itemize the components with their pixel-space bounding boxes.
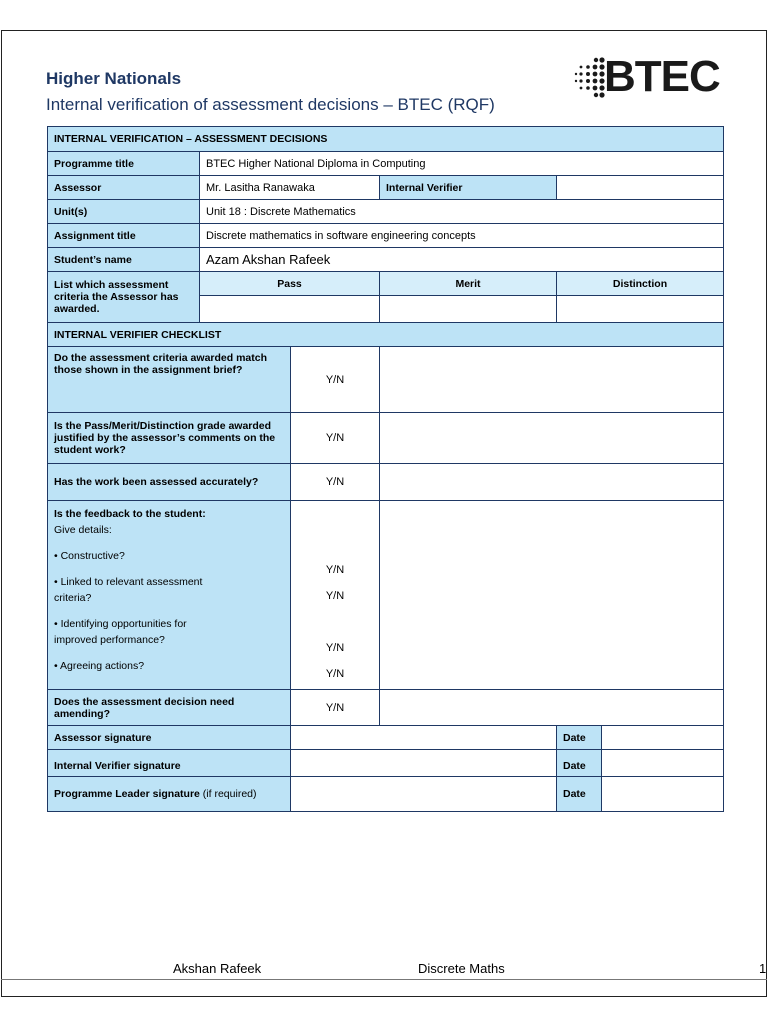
- iv-signature-field[interactable]: [291, 750, 557, 777]
- assessor-label: Assessor: [48, 176, 200, 200]
- units-label: Unit(s): [48, 200, 200, 224]
- yn-grade-justified[interactable]: Y/N: [291, 413, 380, 464]
- assessor-value[interactable]: Mr. Lasitha Ranawaka: [200, 176, 380, 200]
- footer-divider: [1, 979, 767, 980]
- pl-signature-suffix: (if required): [199, 788, 257, 800]
- footer-author: Akshan Rafeek: [173, 961, 262, 976]
- assessor-date-field[interactable]: [602, 726, 724, 750]
- yn-amending[interactable]: Y/N: [291, 690, 380, 726]
- criteria-label: List which assessment criteria the Assessor has awarded.: [48, 272, 200, 323]
- comment-assessed-accurately[interactable]: [380, 464, 724, 501]
- document-subtitle: Internal verification of assessment decisions – BTEC (RQF): [46, 95, 495, 114]
- feedback-title: Is the feedback to the student:: [54, 508, 206, 520]
- pass-criteria-field[interactable]: [200, 296, 380, 323]
- distinction-header: Distinction: [557, 272, 724, 296]
- verification-form: [47, 126, 724, 812]
- feedback-bullet-opportunities: • Identifying opportunities for improved performance?: [54, 618, 187, 646]
- assessor-signature-field[interactable]: [291, 726, 557, 750]
- comment-grade-justified[interactable]: [380, 413, 724, 464]
- yn-constructive[interactable]: Y/N: [325, 564, 345, 576]
- assignment-title-value[interactable]: Discrete mathematics in software engineering concepts: [200, 224, 724, 248]
- programme-title-value[interactable]: BTEC Higher National Diploma in Computing: [200, 152, 724, 176]
- student-name-label: Student’s name: [48, 248, 200, 272]
- document-title: Higher Nationals: [46, 69, 182, 88]
- comment-amending[interactable]: [380, 690, 724, 726]
- merit-header: Merit: [380, 272, 557, 296]
- yn-assessed-accurately[interactable]: Y/N: [291, 464, 380, 501]
- yn-actions[interactable]: Y/N: [325, 668, 345, 680]
- pl-signature-label-text: Programme Leader signature: [54, 788, 200, 800]
- distinction-criteria-field[interactable]: [557, 296, 724, 323]
- question-amending: Does the assessment decision need amending?: [48, 690, 291, 726]
- yn-criteria-match[interactable]: Y/N: [291, 347, 380, 413]
- iv-signature-label: Internal Verifier signature: [48, 750, 291, 777]
- iv-date-label: Date: [557, 750, 602, 777]
- pass-header: Pass: [200, 272, 380, 296]
- yn-linked[interactable]: Y/N: [325, 590, 345, 602]
- feedback-yn-column: [291, 501, 380, 690]
- question-assessed-accurately: Has the work been assessed accurately?: [48, 464, 291, 501]
- internal-verifier-field[interactable]: [557, 176, 724, 200]
- feedback-bullet-constructive: • Constructive?: [54, 550, 125, 562]
- feedback-bullet-actions: • Agreeing actions?: [54, 660, 145, 672]
- student-name-value[interactable]: Azam Akshan Rafeek: [200, 248, 724, 272]
- question-criteria-match: Do the assessment criteria awarded match those shown in the assignment brief?: [48, 347, 291, 413]
- assessor-date-label: Date: [557, 726, 602, 750]
- section-header-checklist: INTERNAL VERIFIER CHECKLIST: [48, 323, 724, 347]
- pl-date-label: Date: [557, 777, 602, 812]
- internal-verifier-label: Internal Verifier: [380, 176, 557, 200]
- comment-feedback[interactable]: [380, 501, 724, 690]
- feedback-bullet-linked: • Linked to relevant assessment criteria?: [54, 576, 203, 604]
- feedback-subtitle: Give details:: [54, 524, 112, 536]
- btec-dots-icon: [574, 54, 608, 102]
- iv-date-field[interactable]: [602, 750, 724, 777]
- footer-module: Discrete Maths: [418, 961, 505, 976]
- assignment-title-label: Assignment title: [48, 224, 200, 248]
- pl-signature-label: [48, 777, 291, 812]
- units-value[interactable]: Unit 18 : Discrete Mathematics: [200, 200, 724, 224]
- section-header-decisions: INTERNAL VERIFICATION – ASSESSMENT DECISIONS: [48, 127, 724, 152]
- btec-logo: BTEC: [604, 52, 720, 101]
- yn-opportunities[interactable]: Y/N: [325, 642, 345, 654]
- footer-page-number: 1: [759, 961, 767, 976]
- pl-date-field[interactable]: [602, 777, 724, 812]
- assessor-signature-label: Assessor signature: [48, 726, 291, 750]
- comment-criteria-match[interactable]: [380, 347, 724, 413]
- merit-criteria-field[interactable]: [380, 296, 557, 323]
- programme-title-label: Programme title: [48, 152, 200, 176]
- question-grade-justified: Is the Pass/Merit/Distinction grade awarded justified by the assessor’s comments on the student work?: [48, 413, 291, 464]
- pl-signature-field[interactable]: [291, 777, 557, 812]
- question-feedback: [48, 501, 291, 690]
